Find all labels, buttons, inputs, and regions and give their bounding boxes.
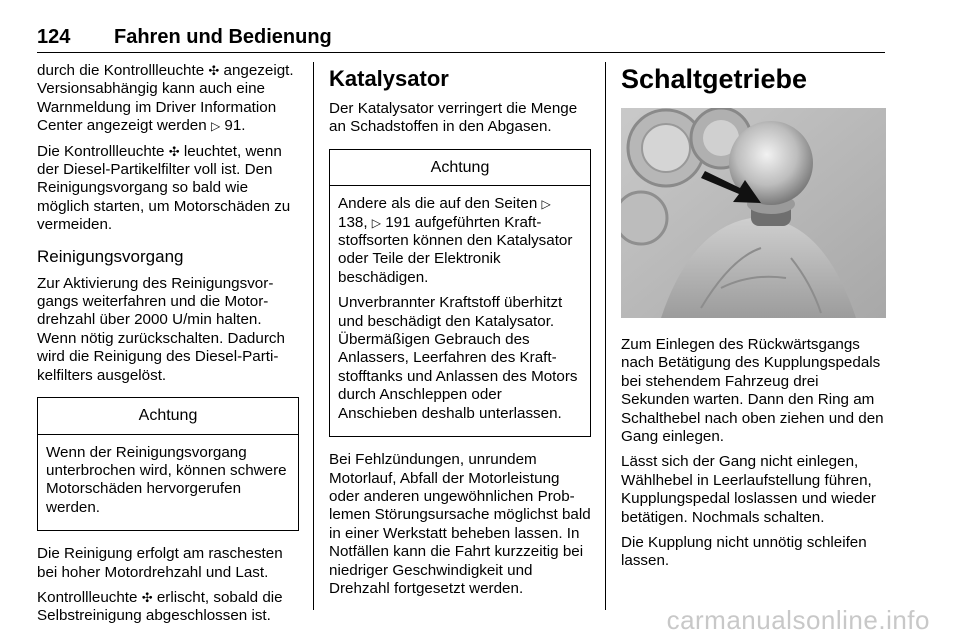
paragraph: Wenn der Reinigungsvorgang unterbrochen wird, können schwere Motorschäden hervorgerufen werden. (46, 443, 287, 516)
caution-body (38, 435, 298, 531)
section-heading: Reinigungsvorgang (37, 246, 184, 266)
section-heading: Schaltgetriebe (621, 64, 808, 94)
column-divider (605, 62, 606, 610)
paragraph: Der Katalysator verringert die Menge an Schadstoffen in den Abgasen. (329, 100, 578, 136)
paragraph: Lässt sich der Gang nicht einlegen, Wählhebel in Leerlaufstellung führen, Kupplungspedal loslassen und wieder betätigen. Nochmals schalten. (621, 453, 876, 526)
caution-title: Achtung (330, 150, 590, 186)
column-3 (621, 62, 886, 578)
dpf-warning-icon: ✣ (208, 63, 220, 78)
caution-body (330, 186, 590, 436)
paragraph: durch die Kontrollleuchte ✣ angezeigt. Versionsabhängig kann auch eine Warnmeldung im Driver Information Center angezeigt werden ▷ 91. (37, 62, 294, 135)
page-reference-arrow-icon: ▷ (210, 119, 221, 134)
paragraph: Die Kontrollleuchte ✣ leuchtet, wenn der Diesel-Partikelfilter voll ist. Den Reinigungsvorgang so bald wie möglich starten, um Motorschäden zu vermeiden. (37, 142, 291, 234)
column-1 (37, 62, 299, 633)
paragraph: Kontrollleuchte ✣ erlischt, sobald die Selbstreinigung abgeschlossen ist. (37, 588, 283, 625)
paragraph: Zur Aktivierung des Reinigungsvorgangs weiterfahren und die Motordrehzahl über 2000 U/min halten. Wenn nötig zurückschalten. Dadurch wird die Reinigung des Diesel-Partikelfilters ausgelöst. (37, 274, 285, 384)
page-header (37, 24, 885, 53)
paragraph: Andere als die auf den Seiten ▷ 138, ▷ 191 aufgeführten Kraftstoffsorten können den Katalysator oder Teile der Elektronik beschädigen. (338, 195, 573, 286)
watermark: carmanualsonline.info (666, 605, 930, 635)
chapter-title: Fahren und Bedienung (114, 26, 332, 48)
paragraph: Bei Fehlzündungen, unrundem Motorlauf, Abfall der Motorleistung oder anderen ungewöhnlichen Problemen Störungsursache möglichst bald in einer Werkstatt beheben lassen. In Notfällen kann die Fahrt kurzzeitig bei niedriger Geschwindigkeit und Drehzahl fortgesetzt werden. (329, 451, 591, 597)
paragraph: Unverbrannter Kraftstoff überhitzt und beschädigt den Katalysator. Übermäßigen Gebrauch des Anlassers, Leerfahren des Kraftstofftanks und Anlassen des Motors durch Anschleppen oder Anschieben deshalb unterlassen. (338, 294, 578, 422)
paragraph: Die Kupplung nicht unnötig schleifen lassen. (621, 534, 867, 570)
paragraph: Zum Einlegen des Rückwärtsgangs nach Betätigung des Kupplungspedals bei stehendem Fahrzeug drei Sekunden warten. Dann den Ring am Schalthebel nach oben ziehen und den Gang einlegen. (621, 336, 884, 446)
dpf-warning-icon: ✣ (168, 143, 180, 159)
section-heading: Katalysator (329, 66, 449, 91)
dpf-warning-icon: ✣ (141, 589, 153, 605)
gear-shift-photo (621, 108, 886, 318)
column-2 (329, 62, 591, 605)
caution-box (37, 397, 299, 531)
caution-box (329, 149, 591, 437)
page-number: 124 (37, 26, 71, 48)
caution-title: Achtung (38, 398, 298, 434)
page-reference-arrow-icon: ▷ (541, 197, 551, 212)
column-divider (313, 62, 314, 610)
paragraph: Die Reinigung erfolgt am raschesten bei hoher Motordrehzahl und Last. (37, 545, 283, 581)
page-reference-arrow-icon: ▷ (371, 215, 382, 230)
